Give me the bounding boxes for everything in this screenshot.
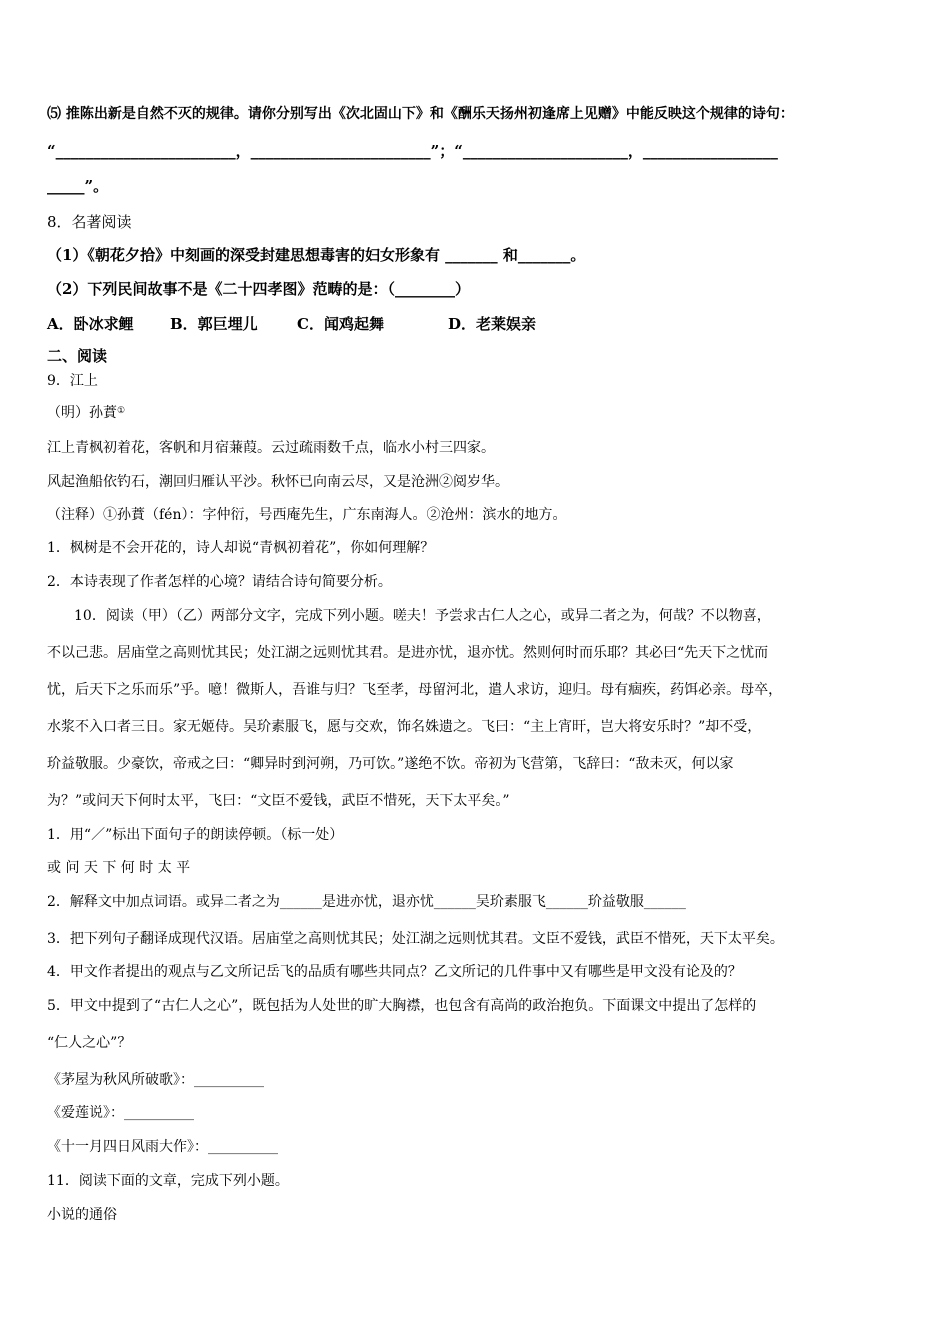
q10-question5-item: 《茅屋为秋风所破歌》：__________	[47, 1072, 264, 1088]
q10-question1-sentence: 或 问 天 下 何 时 太 平	[47, 860, 191, 876]
q10-question2: 2．解释文中加点词语。或异二者之为______是进亦忧，退亦忧______吴玠素服飞______玠益敬服______	[47, 894, 686, 910]
q8-option-c: C．闻鸡起舞	[297, 315, 384, 333]
q10-question5-item: 《爱莲说》：__________	[47, 1105, 194, 1121]
q7-5-blanks: “________________________，________________________”；“______________________，__________________	[47, 142, 778, 160]
q10-passage-line: 为？”或问天下何时太平，飞曰：“文臣不爱钱，武臣不惜死，天下太平矣。”	[47, 793, 510, 809]
q10-passage-line: 10．阅读（甲）（乙）两部分文字，完成下列小题。嗟夫！予尝求古仁人之心，或异二者之为，何哉？不以物喜，	[74, 608, 771, 624]
q9-question2: 2．本诗表现了作者怎样的心境？请结合诗句简要分析。	[47, 574, 392, 590]
q10-question1: 1．用“／”标出下面句子的朗读停顿。（标一处）	[47, 827, 344, 843]
q9-title: 9．江上	[47, 373, 98, 389]
q10-question4: 4．甲文作者提出的观点与乙文所记岳飞的品质有哪些共同点？乙文所记的几件事中又有哪些是甲文没有论及的？	[47, 964, 742, 980]
q8-option-a: A．卧冰求鲤	[47, 315, 134, 333]
q10-question5-item: 《十一月四日风雨大作》：__________	[47, 1139, 278, 1155]
q7-5-prompt: ⑸ 推陈出新是自然不灭的规律。请你分别写出《次北固山下》和《酬乐天扬州初逢席上见赠》中能反映这个规律的诗句：	[47, 106, 794, 122]
q9-poem-line2: 风起渔船依钓石，潮回归雁认平沙。秋怀已向南云尽，又是沧洲②阅岁华。	[47, 474, 509, 490]
q9-author-text: （明）孙蕡	[47, 405, 117, 421]
q10-passage-line: 不以己悲。居庙堂之高则忧其民；处江湖之远则忧其君。是进亦忧，退亦忧。然则何时而乐耶？其必曰“先天下之忧而	[47, 645, 769, 661]
section-title: 二、阅读	[47, 347, 108, 365]
q9-author-note-mark: ①	[117, 406, 126, 416]
q11-subtitle: 小说的通俗	[47, 1207, 117, 1223]
q8-option-d: D．老莱娱亲	[448, 315, 537, 333]
q9-question1: 1．枫树是不会开花的，诗人却说“青枫初着花”，你如何理解？	[47, 540, 435, 556]
q7-5-blanks-end: _____”。	[47, 177, 109, 195]
q8-sub1: （1）《朝花夕拾》中刻画的深受封建思想毒害的妇女形象有 _______ 和_______。	[47, 246, 586, 264]
q11-title: 11．阅读下面的文章，完成下列小题。	[47, 1173, 289, 1189]
q10-passage-line: 玠益敬服。少豪饮，帝戒之曰：“卿异时到河朔，乃可饮。”遂绝不饮。帝初为飞营第，飞辞曰：“敌未灭，何以家	[47, 756, 734, 772]
q10-question5-cont: “仁人之心”？	[47, 1035, 132, 1051]
q10-passage-line: 水浆不入口者三日。家无姬侍。吴玠素服飞，愿与交欢，饰名姝遗之。飞曰：“主上宵旰，岂大将安乐时？”却不受，	[47, 719, 762, 735]
q10-passage-line: 忧，后天下之乐而乐”乎。噫！微斯人，吾谁与归？飞至孝，母留河北，遣人求访，迎归。母有痼疾，药饵必亲。母卒，	[47, 682, 783, 698]
q8-sub2: （2）下列民间故事不是《二十四孝图》范畴的是：（________）	[47, 280, 470, 298]
q10-question3: 3．把下列句子翻译成现代汉语。居庙堂之高则忧其民；处江湖之远则忧其君。文臣不爱钱，武臣不惜死，天下太平矣。	[47, 931, 784, 947]
q8-option-b: B．郭巨埋儿	[170, 315, 258, 333]
q9-note: （注释）①孙蕡（fén）：字仲衍，号西庵先生，广东南海人。②沧州：滨水的地方。	[47, 507, 567, 523]
q8-title: 8．名著阅读	[47, 213, 132, 231]
q9-author	[47, 403, 125, 423]
q9-poem-line1: 江上青枫初着花，客帆和月宿蒹葭。云过疏雨数千点，临水小村三四家。	[47, 440, 495, 456]
q10-question5: 5．甲文中提到了“古仁人之心”，既包括为人处世的旷大胸襟，也包含有高尚的政治抱负。下面课文中提出了怎样的	[47, 998, 757, 1014]
